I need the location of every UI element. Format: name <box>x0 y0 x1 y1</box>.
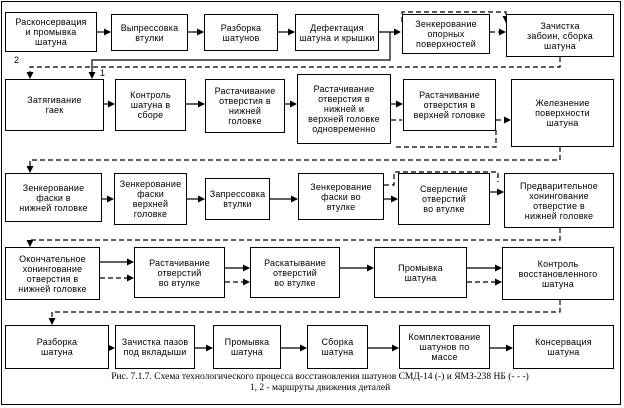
step-box: Сверление отверстий во втулке <box>398 173 490 225</box>
step-box: Зенкерование фаски во втулке <box>298 173 384 220</box>
step-box: Выпрессовка втулки <box>111 14 188 51</box>
step-box: Окончательное хонингование отверстия в нижней головке <box>5 247 100 300</box>
step-box: Промывка шатуна <box>213 325 281 369</box>
step-box: Растачивание отверстий во втулке <box>134 247 225 298</box>
route-label-1: 1 <box>100 68 106 78</box>
step-box: Зачистка забоин, сборка шатуна <box>506 14 614 57</box>
caption-line-1: Рис. 7.1.7. Схема технологического процесса восстановления шатунов СМД-14 (-) и ЯМЗ-238 НБ (- - -) <box>111 372 529 382</box>
step-box: Растачивание отверстия в нижней головке <box>205 79 285 133</box>
step-box: Предварительное хонингование отверстие в нижней головке <box>504 173 614 228</box>
step-box: Разборка шатунов <box>204 14 278 51</box>
step-box: Сборка шатуна <box>307 325 368 369</box>
figure-caption <box>40 372 600 394</box>
step-box: Растачивание отверстия в нижней и верхней головке одновременно <box>297 74 391 144</box>
step-box: Зенкерование фаски в нижней головке <box>5 173 102 222</box>
caption-line-2: 1, 2 - маршруты движения деталей <box>249 383 391 393</box>
step-box: Расконсервация и промывка шатуна <box>5 12 97 52</box>
step-box: Зенкерование опорных поверхностей <box>402 14 490 54</box>
step-box: Разборка шатуна <box>5 325 109 369</box>
step-box: Затягивание гаек <box>5 79 104 131</box>
step-box: Консервация шатуна <box>513 325 614 369</box>
step-box: Контроль шатуна в сборе <box>115 79 186 131</box>
step-box: Зенкерование фаски верхней головке <box>114 173 187 225</box>
route-label-2: 2 <box>14 55 20 65</box>
step-box: Промывка шатуна <box>374 247 467 298</box>
step-box: Дефектация шатуна и крышки <box>295 14 379 51</box>
step-box: Зачистка пазов под вкладыши <box>115 325 195 369</box>
step-box: Контроль восстановленного шатуна <box>502 247 614 300</box>
step-box: Запрессовка втулки <box>205 178 270 220</box>
step-box: Раскатывание отверстий во втулке <box>250 247 340 298</box>
step-box: Растачивание отверстия в верхней головке <box>403 79 496 131</box>
step-box: Комплектование шатунов по массе <box>399 325 490 369</box>
step-box: Железнение поверхности шатуна <box>511 79 614 147</box>
